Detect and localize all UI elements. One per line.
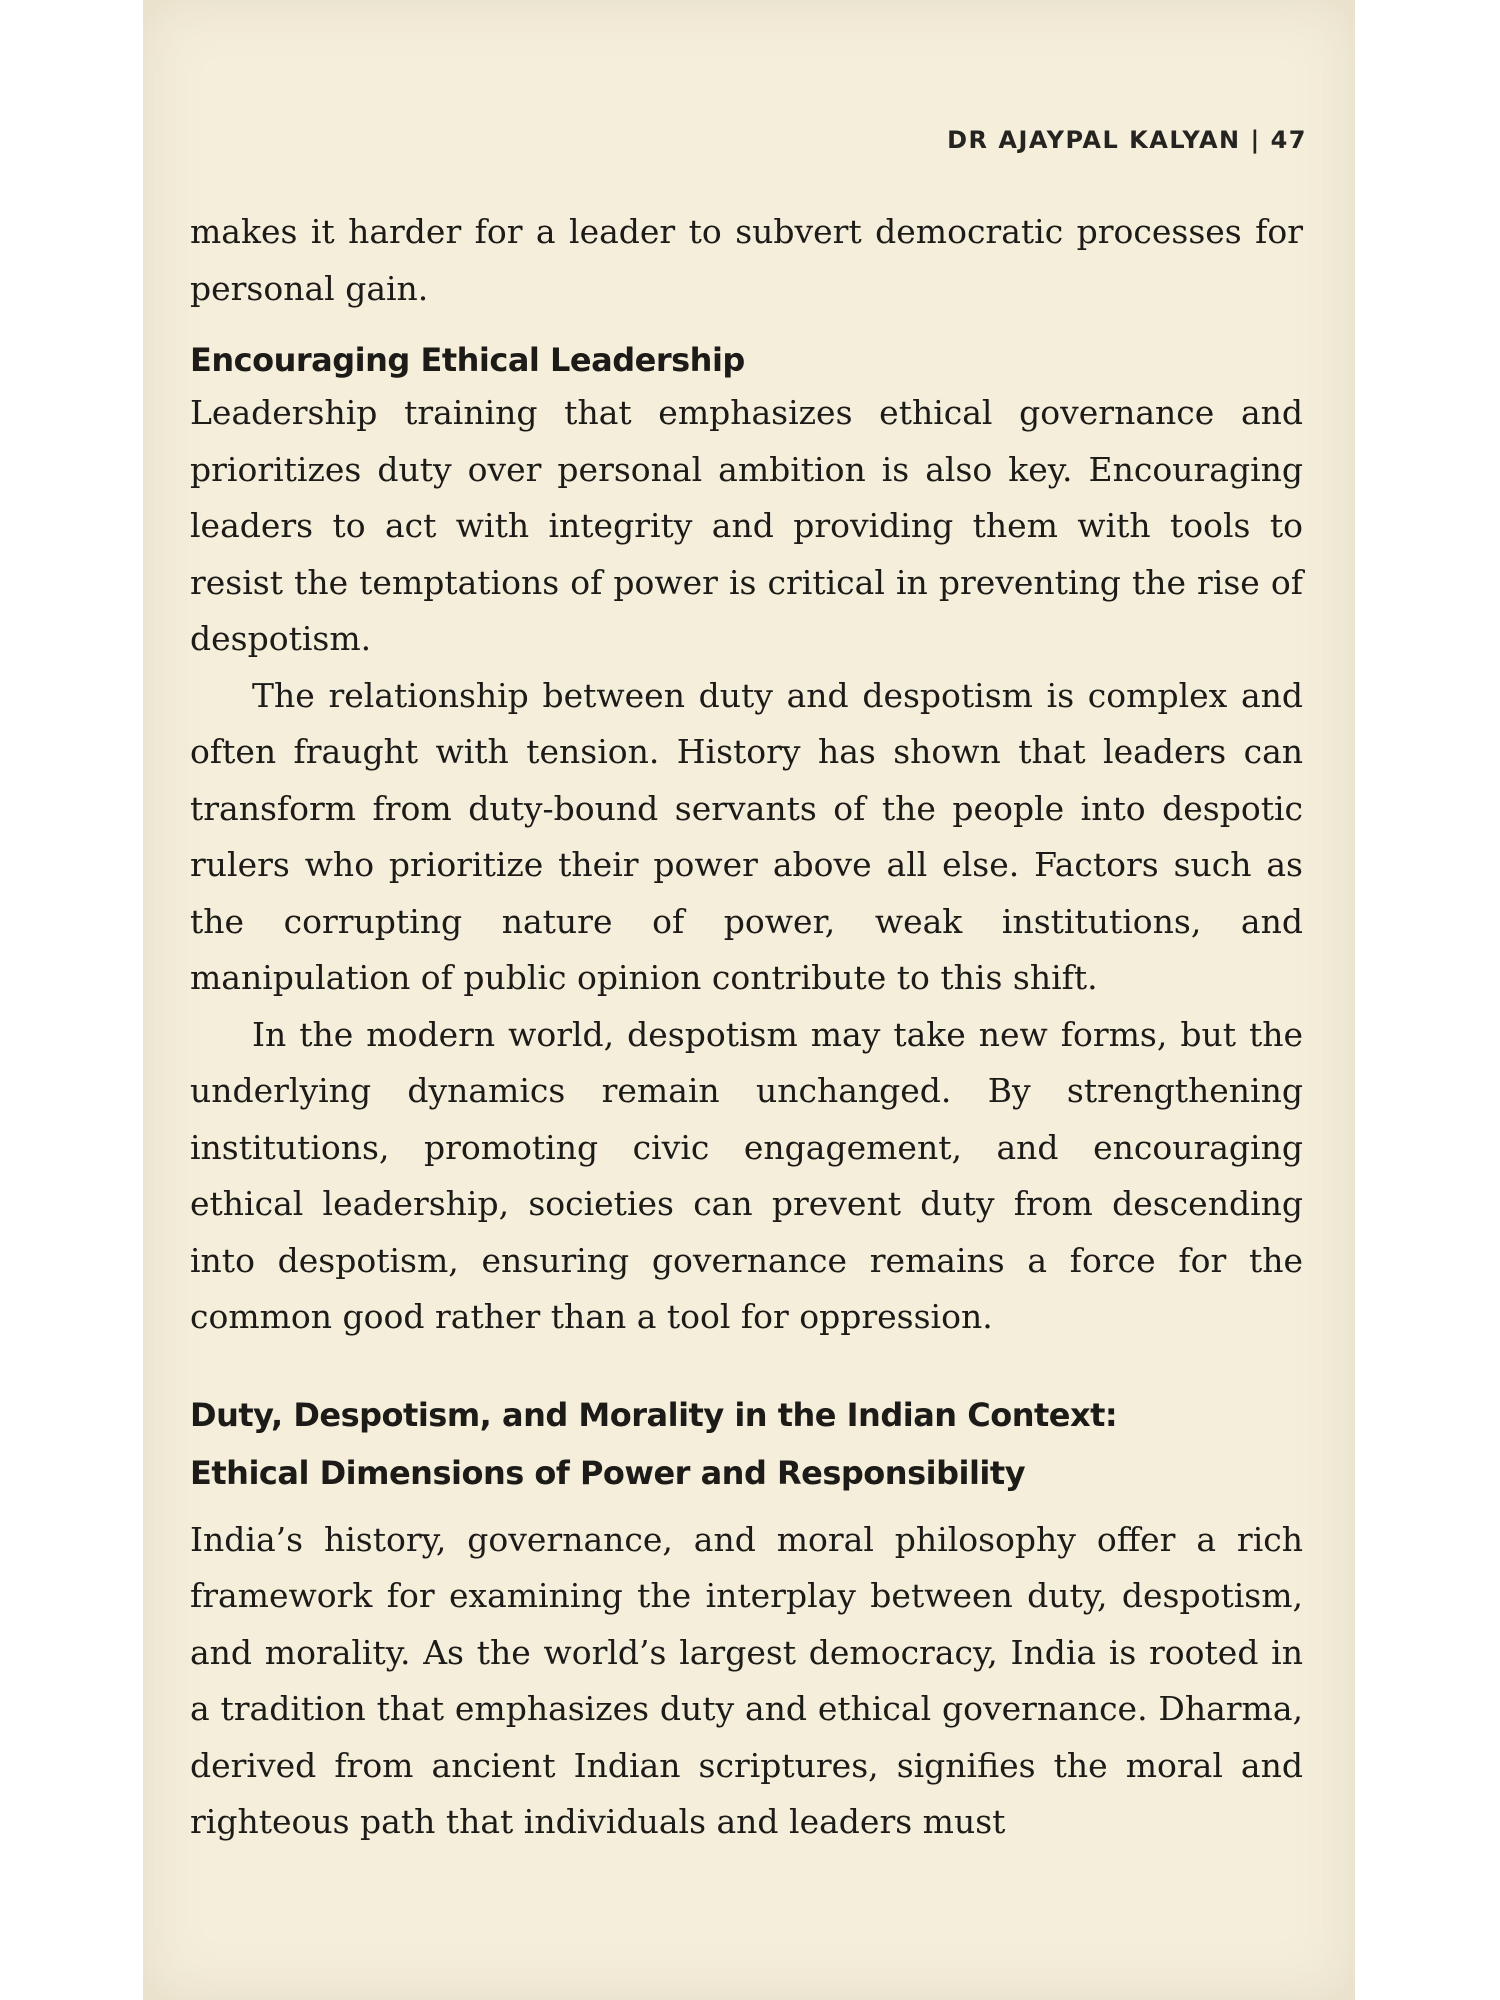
paragraph-modern-world: In the modern world, despotism may take new forms, but the underlying dynamics remain unchanged. By strengthening institutions, promoting civic engagement, and encouraging ethical leadership, societies can prevent duty from descending into despotism, ensuring governance remains a force for the common good rather than a tool for oppression. <box>190 1014 1303 1336</box>
paragraph-continuation: makes it harder for a leader to subvert democratic processes for personal gain. <box>190 212 1303 308</box>
heading-line-1: Duty, Despotism, and Morality in the Indian Context: <box>190 1395 1118 1434</box>
page-body <box>190 204 1303 1851</box>
book-page <box>143 0 1355 2000</box>
paragraph-duty-despotism: The relationship between duty and despotism is complex and often fraught with tension. History has shown that leaders can transform from duty-bound servants of the people into despotic rulers who prioritize their power above all else. Factors such as the corrupting nature of power, weak institutions, and manipulation of public opinion contribute to this shift. <box>190 675 1303 997</box>
section-heading-indian-context <box>190 1386 1303 1502</box>
paragraph-india-history: India’s history, governance, and moral philosophy offer a rich framework for examining the interplay between duty, despotism, and morality. As the world’s largest democracy, India is rooted in a tradition that emphasizes duty and ethical governance. Dharma, derived from ancient Indian scriptures, signifies the moral and righteous path that individuals and leaders must <box>190 1519 1303 1841</box>
paragraph-leadership-training: Leadership training that emphasizes ethical governance and prioritizes duty over personal ambition is also key. Encouraging leaders to act with integrity and providing them with tools to resist the temptations of power is critical in preventing the rise of despotism. <box>190 393 1303 658</box>
heading-line-2: Ethical Dimensions of Power and Responsibility <box>190 1453 1026 1492</box>
running-head: DR AJAYPAL KALYAN | 47 <box>947 126 1307 154</box>
section-heading-ethical-leadership: Encouraging Ethical Leadership <box>190 341 745 379</box>
